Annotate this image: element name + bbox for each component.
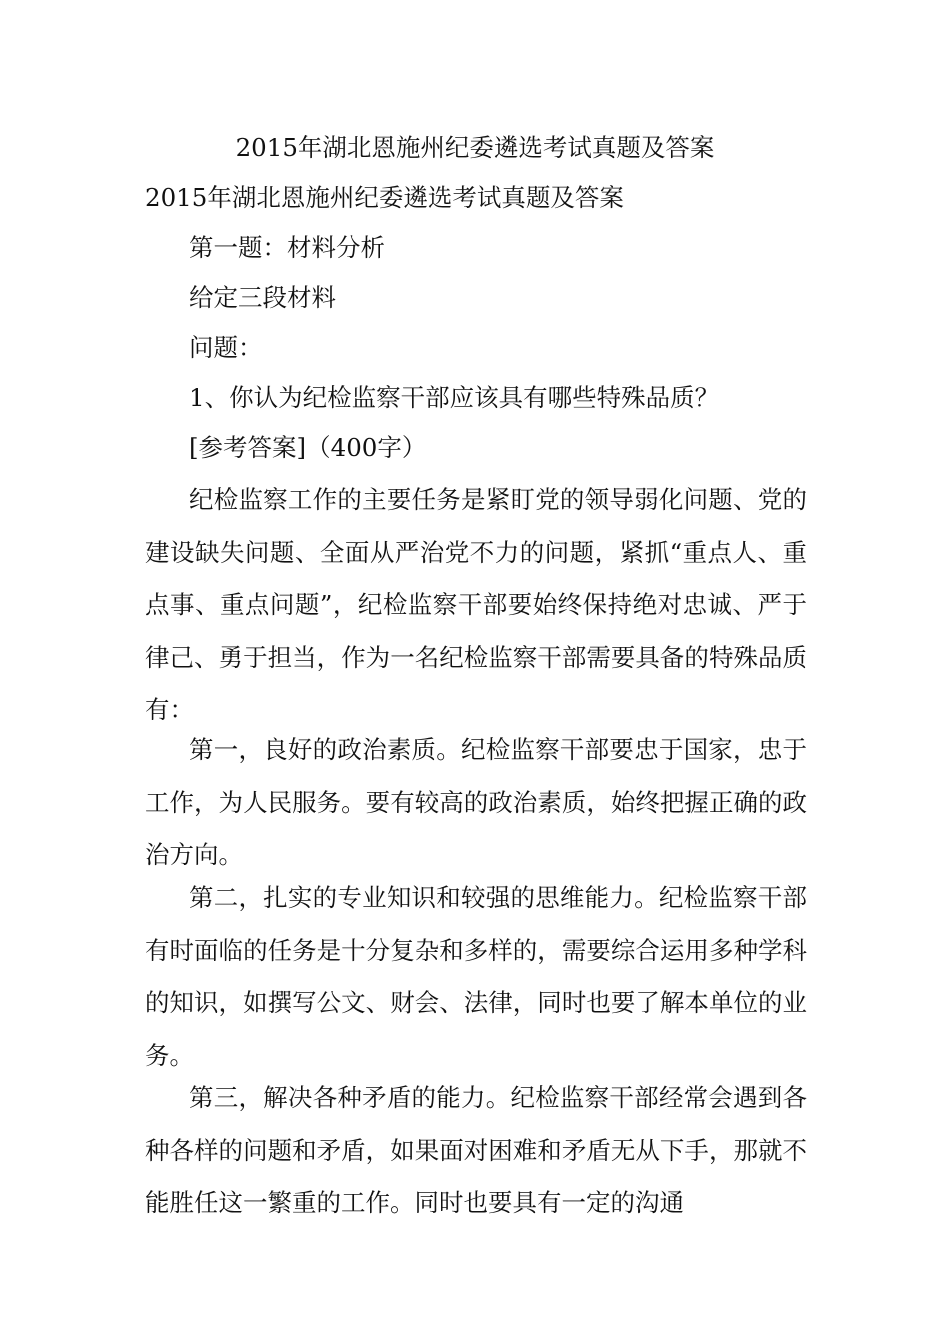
document-title: 2015年湖北恩施州纪委遴选考试真题及答案 [235, 133, 715, 162]
material-note: 给定三段材料 [189, 283, 336, 312]
answer-paragraph-third: 第三，解决各种矛盾的能力。纪检监察干部经常会遇到各种各样的问题和矛盾，如果面对困难和矛盾无从下手，那就不能胜任这一繁重的工作。同时也要具有一定的沟通 [145, 1083, 807, 1217]
question-label: 问题： [189, 333, 263, 362]
header-block [145, 178, 810, 468]
question-heading: 第一题：材料分析 [189, 233, 385, 262]
answer-paragraph-first: 第一，良好的政治素质。纪检监察干部要忠于国家，忠于工作，为人民服务。要有较高的政治素质，始终把握正确的政治方向。 [145, 735, 807, 869]
answer-paragraph-intro: 纪检监察工作的主要任务是紧盯党的领导弱化问题、党的建设缺失问题、全面从严治党不力的问题，紧抓“重点人、重点事、重点问题”，纪检监察干部要始终保持绝对忠诚、严于律己、勇于担当，作为一名纪检监察干部需要具备的特殊品质有： [145, 485, 807, 724]
answer-paragraph-second: 第二，扎实的专业知识和较强的思维能力。纪检监察干部有时面临的任务是十分复杂和多样的，需要综合运用多种学科的知识，如撰写公文、财会、法律，同时也要了解本单位的业务。 [145, 883, 807, 1070]
document-subtitle: 2015年湖北恩施州纪委遴选考试真题及答案 [145, 183, 624, 212]
answer-label: [参考答案]（400字） [189, 433, 427, 462]
question-1: 1、你认为纪检监察干部应该具有哪些特殊品质？ [189, 383, 720, 412]
